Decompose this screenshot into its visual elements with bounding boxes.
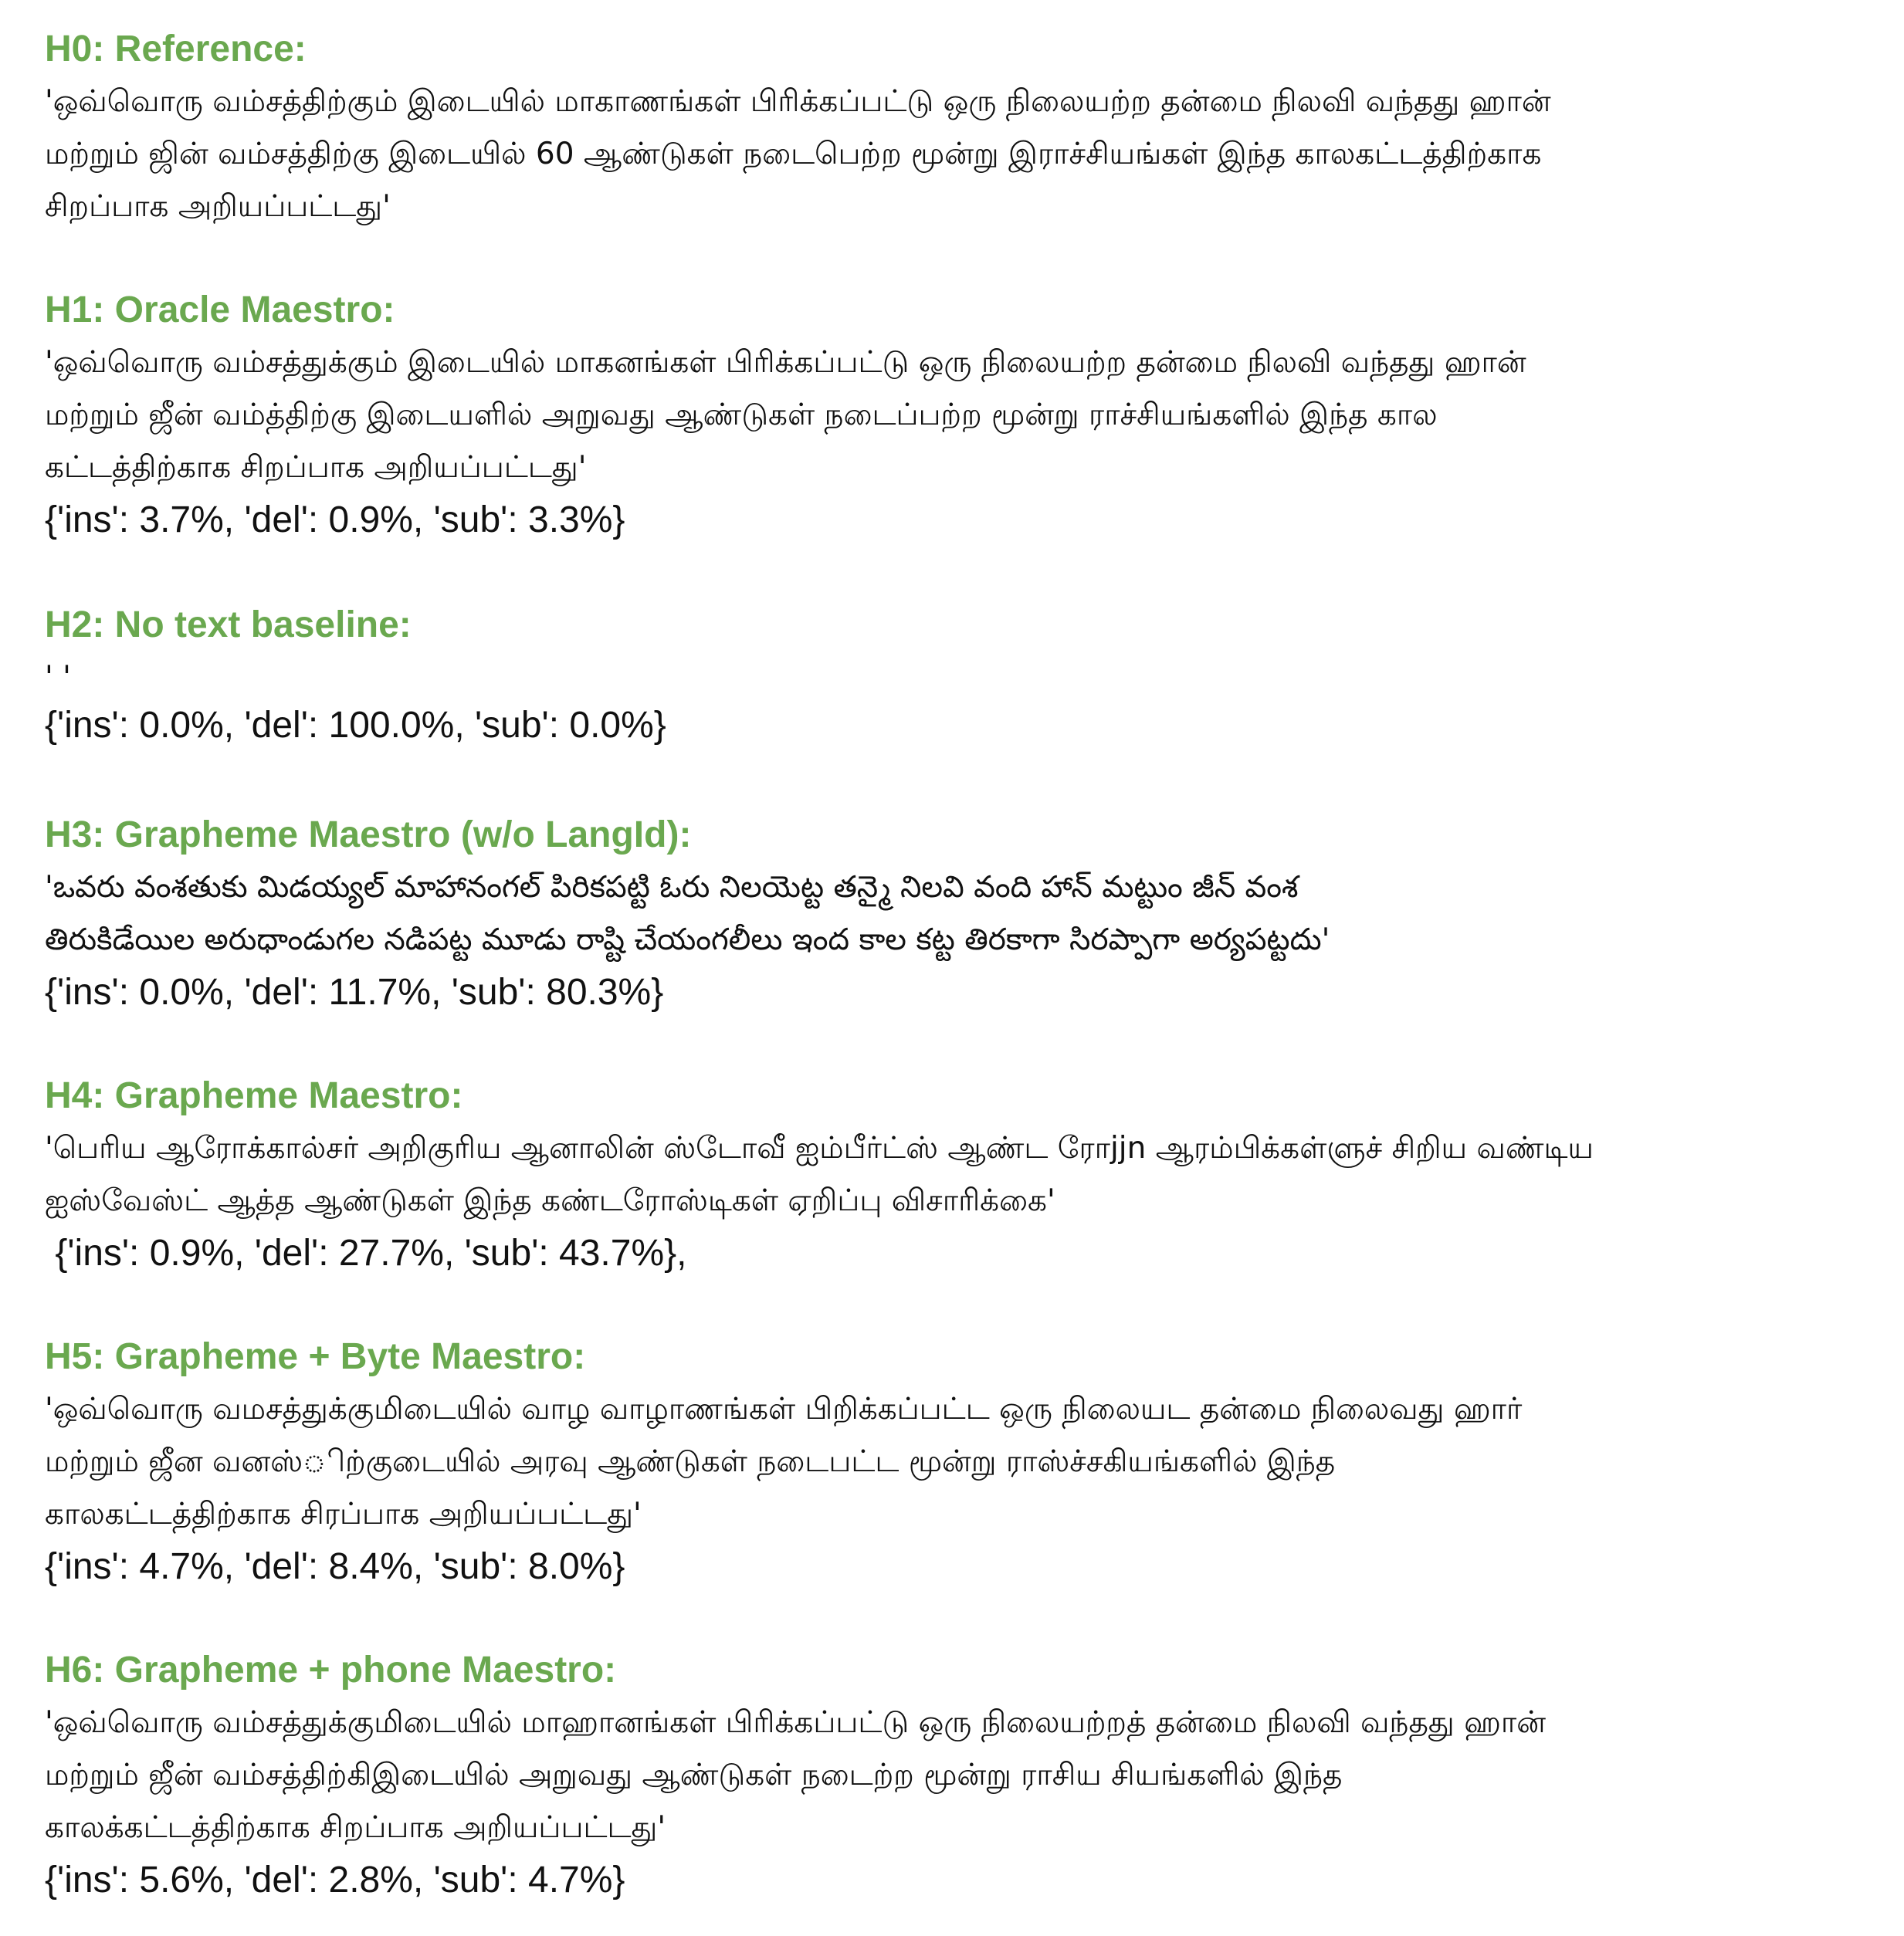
- section-heading: H5: Grapheme + Byte Maestro:: [45, 1336, 586, 1377]
- transcription-text: [45, 652, 1890, 704]
- section-heading: H6: Grapheme + phone Maestro:: [45, 1650, 617, 1691]
- error-rate-stats: {'ins': 0.0%, 'del': 11.7%, 'sub': 80.3%}: [45, 972, 664, 1013]
- text-line: மற்றும் ஜீன் வம்சத்திற்கிஇடையில் அறுவது ஆண்டுகள் நடைற்ற மூன்று ராசிய சியங்களில் இந்த: [45, 1758, 1343, 1792]
- text-line: 'பெரிய ஆரோக்கால்சர் அறிகுரிய ஆனாலின் ஸ்டோவீ ஐம்பீர்ட்ஸ் ஆண்ட ரோjjn ஆரம்பிக்கள்ளுச் சிறிய வண்டிய: [45, 1131, 1594, 1166]
- transcription-text: [45, 76, 1890, 233]
- text-line: 'ఒవరు వంశతుకు మిడయ్యల్ మాహానంగల్ పిరికపట్టి ఓరు నిలయెట్ట తన్మై నిలవి వంది హాన్ మట్టుం జీన్ వంశ: [45, 870, 1299, 905]
- text-line: ' ': [45, 660, 71, 695]
- section-h2-no-text-baseline: [45, 599, 1890, 752]
- error-rate-stats: {'ins': 0.9%, 'del': 27.7%, 'sub': 43.7%},: [45, 1233, 687, 1274]
- section-heading: H0: Reference:: [45, 29, 307, 69]
- section-heading: H2: No text baseline:: [45, 604, 412, 645]
- section-heading: H3: Grapheme Maestro (w/o LangId):: [45, 814, 692, 855]
- section-h4-grapheme-maestro: [45, 1070, 1890, 1280]
- transcription-text: [45, 1383, 1890, 1541]
- text-line: 'ஒவ்வொரு வம்சத்துக்குமிடையில் மாஹானங்கள் பிரிக்கப்பட்டு ஒரு நிலையற்றத் தன்மை நிலவி வந்தது ஹான்: [45, 1705, 1547, 1740]
- error-rate-stats: {'ins': 3.7%, 'del': 0.9%, 'sub': 3.3%}: [45, 499, 625, 540]
- text-line: காலகட்டத்திற்காக சிரப்பாக அறியப்பட்டது': [45, 1497, 642, 1532]
- error-rate-stats: {'ins': 5.6%, 'del': 2.8%, 'sub': 4.7%}: [45, 1860, 625, 1900]
- transcription-text: [45, 861, 1890, 966]
- text-line: ஐஸ்வேஸ்ட் ஆத்த ஆண்டுகள் இந்த கண்டரோஸ்டிகள் ஏறிப்பு விசாரிக்கை': [45, 1183, 1055, 1218]
- transcription-text: [45, 1122, 1890, 1227]
- text-line: 'ஒவ்வொரு வம்சத்திற்கும் இடையில் மாகாணங்கள் பிரிக்கப்பட்டு ஒரு நிலையற்ற தன்மை நிலவி வந்தது ஹான்: [45, 84, 1551, 119]
- text-line: மற்றும் ஜின் வம்சத்திற்கு இடையில் 60 ஆண்டுகள் நடைபெற்ற மூன்று இராச்சியங்கள் இந்த காலகட்டத்திற்காக: [45, 137, 1542, 171]
- text-line: சிறப்பாக அறியப்பட்டது': [45, 189, 391, 224]
- section-h1-oracle-maestro: [45, 284, 1890, 547]
- section-heading: H1: Oracle Maestro:: [45, 289, 395, 330]
- section-heading: H4: Grapheme Maestro:: [45, 1075, 463, 1116]
- text-line: 'ஒவ்வொரு வம்சத்துக்கும் இடையில் மாகனங்கள் பிரிக்கப்பட்டு ஒரு நிலையற்ற தன்மை நிலவி வந்தது ஹான்: [45, 345, 1526, 380]
- transcription-text: [45, 337, 1890, 494]
- text-line: తిరుకిడేయిల అరుధాండుగల నడిపట్ట మూడు రాష్టి చేయంగలీలు ఇంద కాల కట్ట తిరకాగా సిరప్పాగా అర్యపట్టదు': [45, 922, 1330, 957]
- text-line: காலக்கட்டத்திற்காக சிறப்பாக அறியப்பட்டது': [45, 1810, 666, 1845]
- transcription-text: [45, 1697, 1890, 1854]
- text-line: மற்றும் ஜீன் வம்த்திற்கு இடையளில் அறுவது ஆண்டுகள் நடைப்பற்ற மூன்று ராச்சியங்களில் இந்த கால: [45, 398, 1438, 432]
- text-line: கட்டத்திற்காக சிறப்பாக அறியப்பட்டது': [45, 450, 587, 485]
- section-h5-grapheme-byte-maestro: [45, 1331, 1890, 1593]
- section-h6-grapheme-phone-maestro: [45, 1644, 1890, 1907]
- text-line: 'ஒவ்வொரு வமசத்துக்குமிடையில் வாழ வாழாணங்கள் பிறிக்கப்பட்ட ஒரு நிலையட தன்மை நிலைவது ஹார்: [45, 1392, 1523, 1427]
- section-h3-grapheme-maestro-wo-langid: [45, 809, 1890, 1019]
- error-rate-stats: {'ins': 4.7%, 'del': 8.4%, 'sub': 8.0%}: [45, 1546, 625, 1587]
- error-rate-stats: {'ins': 0.0%, 'del': 100.0%, 'sub': 0.0%}: [45, 705, 666, 746]
- text-line: மற்றும் ஜீன வனஸ்ிற்குடையில் அரவு ஆண்டுகள் நடைபட்ட மூன்று ராஸ்ச்சகியங்களில் இந்த: [45, 1444, 1336, 1479]
- section-h0-reference: [45, 23, 1890, 233]
